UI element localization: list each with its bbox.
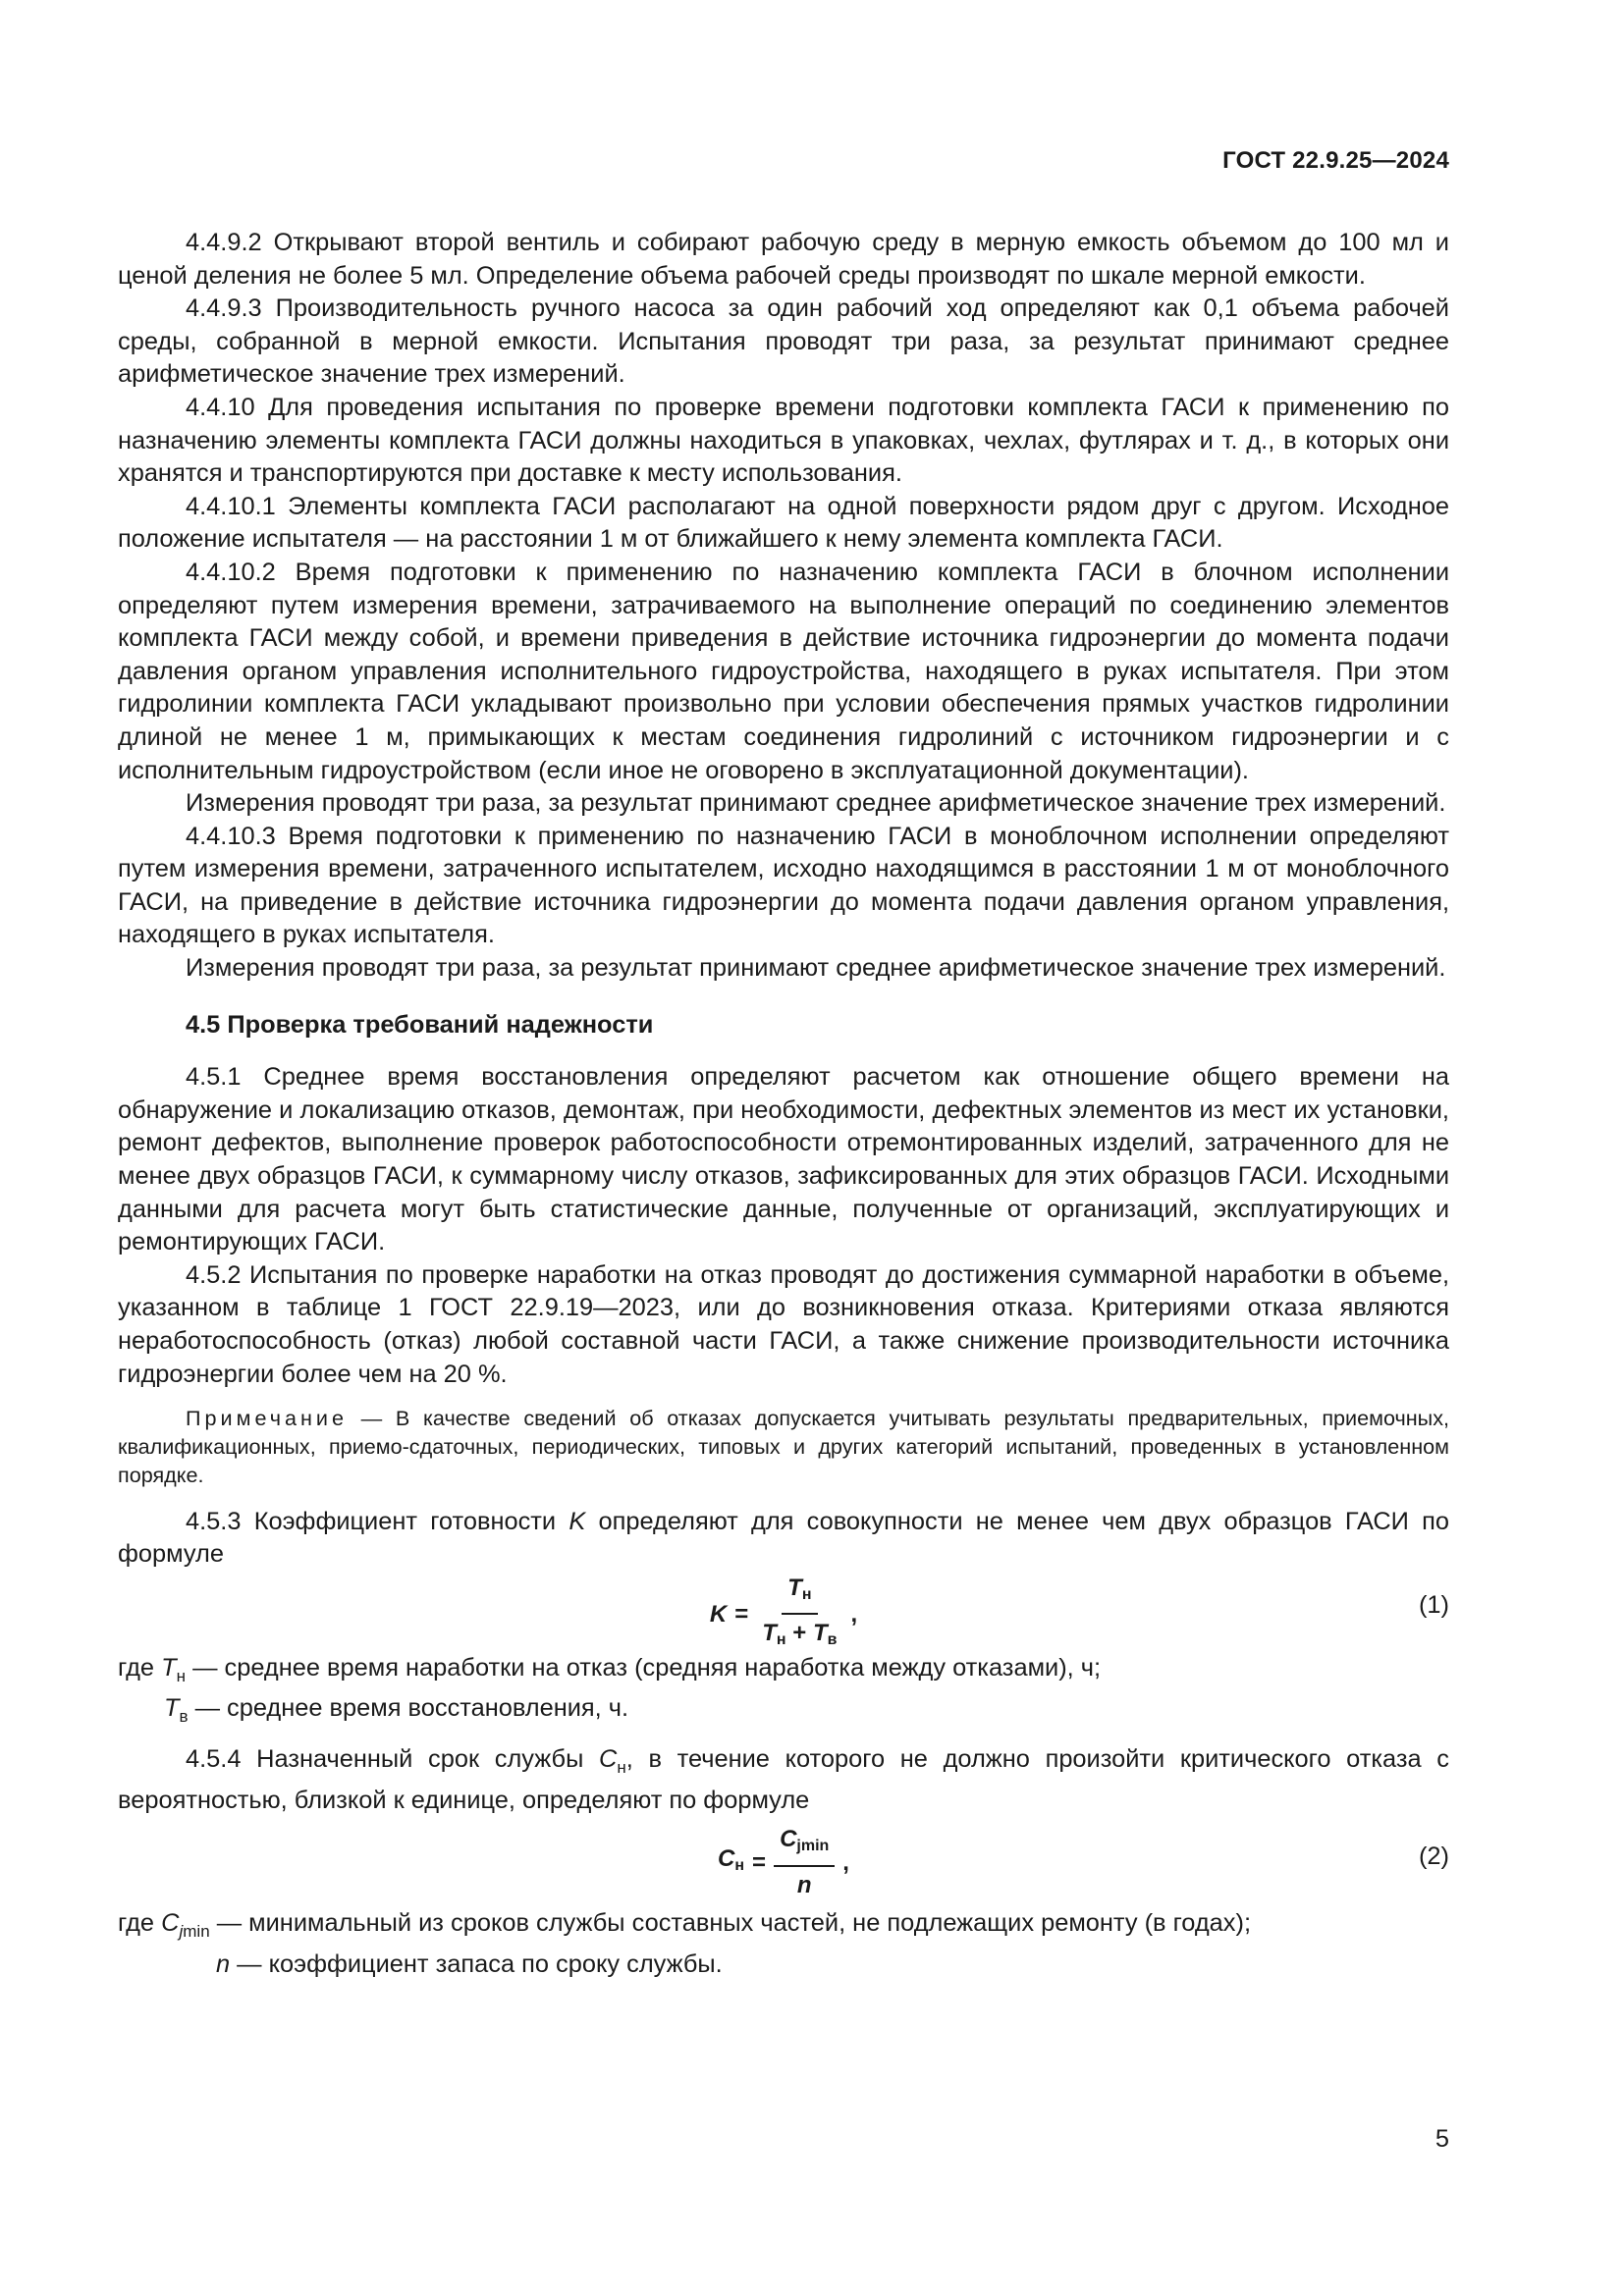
formula-1-row	[118, 1572, 1449, 1652]
formula-1-numerator: $T_н$	[782, 1572, 817, 1616]
formula-1-legend-line-2: $T_в$ — среднее время восстановления, ч.	[164, 1694, 629, 1727]
paragraph-4-4-10-1: 4.4.10.1 Элементы комплекта ГАСИ располагают на одной поверхности рядом друг с другом. Исходное положение испытателя — на расстоянии 1 м от ближайшего к нему элемента комплекта ГАСИ.	[118, 492, 1449, 554]
paragraph-4-5-4: 4.5.4 Назначенный срок службы $C_н$, в течение которого не должно произойти критического отказа с вероятностью, близкой к единице, определяют по формуле	[118, 1745, 1449, 1814]
formula-1-legend-line-1: где $T_н$ — среднее время наработки на отказ (средняя наработка между отказами), ч;	[118, 1653, 1102, 1685]
document-body	[118, 227, 1449, 1982]
page-number: 5	[1435, 2125, 1449, 2153]
paragraph-4-5-2: 4.5.2 Испытания по проверке наработки на отказ проводят до достижения суммарной наработки в объеме, указанном в таблице 1 ГОСТ 22.9.19—2023, или до возникновения отказа. Критериями отказа являются неработоспособность (отказ) любой составной части ГАСИ, а также снижение производительности источника гидроэнергии более чем на 20 %.	[118, 1260, 1449, 1388]
note-label: Примечание	[186, 1406, 348, 1431]
formula-2-row	[118, 1817, 1449, 1907]
formula-1: K = $\frac{T_н}{T_н + T_в}$ ,	[118, 1572, 1449, 1657]
paragraph-4-5-1: 4.5.1 Среднее время восстановления определяют расчетом как отношение общего времени на обнаружение и локализацию отказов, демонтаж, при необходимости, дефектных элементов из мест их установки, ремонт дефектов, выполнение проверок работоспособности отремонтированных изделий, затраченного для не менее двух образцов ГАСИ, к суммарному числу отказов, зафиксированных для этих образцов ГАСИ. Исходными данными для расчета могут быть статистические данные, полученные от организаций, эксплуатирующих и ремонтирующих ГАСИ.	[118, 1063, 1449, 1256]
formula-2-lhs: $C_н$	[718, 1845, 745, 1875]
formula-2-fraction	[774, 1823, 835, 1901]
paragraph-4-4-10-3: 4.4.10.3 Время подготовки к применению по назначению ГАСИ в моноблочном исполнении определяют путем измерения времени, затраченного испытателем, исходно находящимся в расстоянии 1 м от моноблочного ГАСИ, на приведение в действие источника гидроэнергии до момента подачи давления органом управления, находящего в руках испытателя.	[118, 822, 1449, 949]
paragraph-measurements-1: Измерения проводят три раза, за результат принимают среднее арифметическое значение трех измерений.	[186, 789, 1446, 818]
formula-2-legend-line-2: n — коэффициент запаса по сроку службы.	[216, 1950, 723, 1979]
paragraph-4-5-3: 4.5.3 Коэффициент готовности K определяют для совокупности не менее чем двух образцов ГАСИ по формуле	[118, 1507, 1449, 1569]
section-heading-4-5: 4.5 Проверка требований надежности	[186, 1010, 654, 1039]
paragraph-measurements-2: Измерения проводят три раза, за результат принимают среднее арифметическое значение трех измерений.	[186, 954, 1446, 983]
formula-1-denominator: $T_н + T_в$	[762, 1620, 838, 1649]
paragraph-4-4-9-2: 4.4.9.2 Открывают второй вентиль и собирают рабочую среду в мерную емкость объемом до 100 мл и ценой деления не более 5 мл. Определение объема рабочей среды производят по шкале мерной емкости.	[118, 229, 1449, 290]
formula-2-numerator: $C_{jmin}$	[774, 1823, 835, 1867]
note	[118, 1405, 1449, 1489]
formula-1-lhs: K	[709, 1600, 728, 1628]
formula-1-fraction	[756, 1572, 842, 1657]
paragraph-4-4-10-2: 4.4.10.2 Время подготовки к применению по назначению комплекта ГАСИ в блочном исполнении определяют путем измерения времени, затрачиваемого на выполнение операций по соединению элементов комплекта ГАСИ между собой, и времени приведения в действие источника гидроэнергии до момента подачи давления органом управления исполнительного гидроустройства, находящего в руках испытателя. При этом гидролинии комплекта ГАСИ укладывают произвольно при условии обеспечения прямых участков гидролинии длиной не менее 1 м, примыкающих к местам соединения гидролиний с источником гидроэнергии и с исполнительным гидроустройством (если иное не оговорено в эксплуатационной документации).	[118, 558, 1449, 784]
formula-1-number: (1)	[1418, 1590, 1449, 1619]
formula-2-legend-line-1: где $C_{jmin}$ — минимальный из сроков службы составных частей, не подлежащих ремонту (в годах);	[118, 1909, 1251, 1942]
paragraph-4-4-9-3: 4.4.9.3 Производительность ручного насоса за один рабочий ход определяют как 0,1 объема рабочей среды, собранной в мерной емкости. Испытания проводят три раза, за результат принимают среднее арифметическое значение трех измерений.	[118, 294, 1449, 389]
note-text: — В качестве сведений об отказах допускается учитывать результаты предварительных, приемочных, квалификационных, приемо-сдаточных, периодических, типовых и других категорий испытаний, проведенных в установленном порядке.	[118, 1406, 1449, 1487]
paragraph-4-4-10: 4.4.10 Для проведения испытания по проверке времени подготовки комплекта ГАСИ к применению по назначению элементы комплекта ГАСИ должны находиться в упаковках, чехлах, футлярах и т. д., в которых они хранятся и транспортируются при доставке к месту использования.	[118, 393, 1449, 488]
formula-2-denominator: n	[796, 1871, 812, 1898]
document-header: ГОСТ 22.9.25—2024	[1222, 147, 1449, 174]
formula-2-number: (2)	[1418, 1842, 1449, 1871]
formula-2: $C_н$ = $\frac{C_{jmin}}{n}$ ,	[118, 1823, 1449, 1901]
variable-k: K	[568, 1507, 586, 1535]
